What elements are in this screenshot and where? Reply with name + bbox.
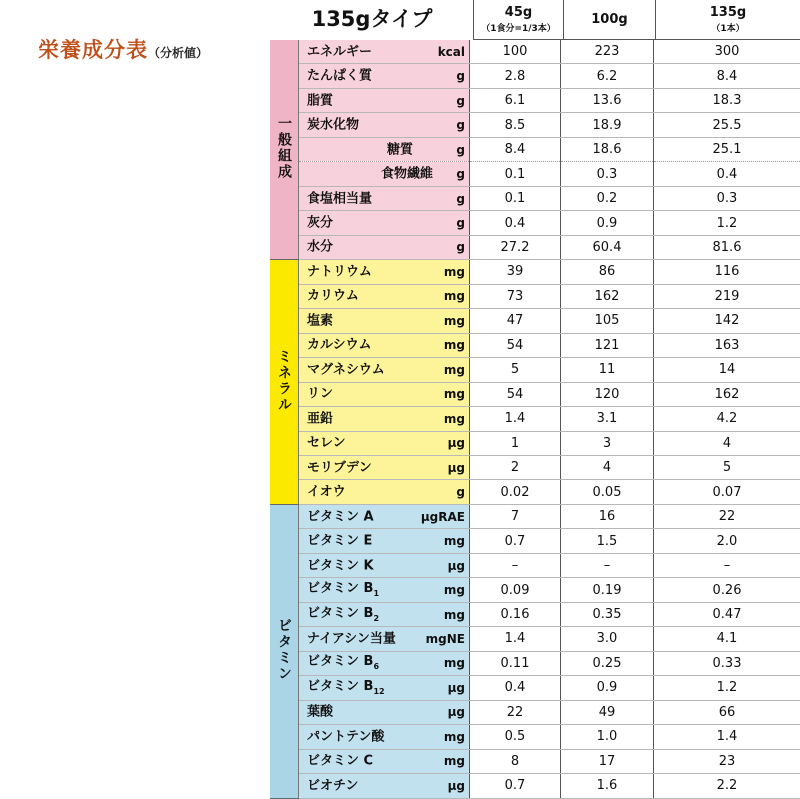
value-v135: 1.4 — [654, 725, 800, 749]
nutrient-name-text: 灰分 — [307, 216, 333, 231]
nutrient-subscript: 12 — [373, 687, 384, 696]
table-row — [270, 553, 800, 577]
value-v45: 0.7 — [470, 529, 561, 553]
value-v100: 3.0 — [561, 627, 654, 651]
value-v100: 1.5 — [561, 529, 654, 553]
nutrient-name — [307, 119, 359, 132]
nutrient-name — [381, 168, 433, 181]
nutrient-cell — [299, 578, 470, 602]
value-v100: 1.6 — [561, 774, 654, 798]
header-45g-line2: （1食分=1/3本） — [474, 21, 563, 34]
value-v135: 142 — [654, 309, 800, 333]
value-v100: 105 — [561, 309, 654, 333]
nutrient-name — [307, 388, 333, 401]
value-v100: – — [561, 553, 654, 577]
nutrient-name-text: ビタミン K — [307, 558, 374, 573]
nutrient-unit: mg — [444, 388, 465, 400]
value-v100: 0.2 — [561, 186, 654, 210]
value-v135: 4.1 — [654, 627, 800, 651]
value-v45: 1.4 — [470, 407, 561, 431]
nutrient-subscript: 6 — [373, 662, 379, 671]
value-v100: 4 — [561, 455, 654, 479]
value-v100: 0.19 — [561, 578, 654, 602]
nutrient-cell — [299, 162, 470, 186]
nutrient-name — [307, 535, 372, 548]
nutrient-cell — [299, 480, 470, 504]
value-v135: 14 — [654, 358, 800, 382]
value-v45: – — [470, 553, 561, 577]
nutrient-name — [307, 755, 373, 768]
nutrient-unit: g — [456, 486, 465, 498]
nutrient-name-text: ビオチン — [307, 778, 358, 793]
nutrient-unit: g — [456, 168, 465, 180]
value-v135: 2.2 — [654, 774, 800, 798]
table-row — [270, 137, 800, 161]
table-row — [270, 774, 800, 798]
nutrient-unit: mg — [444, 266, 465, 278]
value-v135: 0.3 — [654, 186, 800, 210]
value-v100: 86 — [561, 260, 654, 284]
nutrient-name — [307, 45, 372, 58]
value-v135: – — [654, 553, 800, 577]
table-row — [270, 235, 800, 259]
value-v135: 18.3 — [654, 88, 800, 112]
nutrient-name-text: リン — [307, 387, 333, 402]
nutrient-name — [307, 412, 333, 425]
value-v100: 13.6 — [561, 88, 654, 112]
category-mineral — [270, 260, 299, 505]
table-row — [270, 455, 800, 479]
value-v45: 73 — [470, 284, 561, 308]
value-v45: 54 — [470, 382, 561, 406]
value-v135: 8.4 — [654, 64, 800, 88]
nutrient-cell — [299, 88, 470, 112]
nutrient-name-text: 葉酸 — [307, 705, 333, 720]
value-v135: 23 — [654, 749, 800, 773]
nutrition-title — [38, 34, 208, 64]
category-vitamin — [270, 504, 299, 798]
nutrient-name — [307, 265, 372, 278]
table-row — [270, 676, 800, 700]
category-label: ビタミン — [277, 618, 291, 682]
value-v100: 6.2 — [561, 64, 654, 88]
nutrient-name-text: ビタミン B — [307, 581, 373, 596]
value-v100: 3 — [561, 431, 654, 455]
header-100g-line1: 100g — [564, 12, 655, 27]
value-v45: 27.2 — [470, 235, 561, 259]
nutrient-cell — [299, 749, 470, 773]
nutrient-name — [307, 290, 359, 303]
value-v45: 2 — [470, 455, 561, 479]
nutrient-cell — [299, 725, 470, 749]
nutrient-name-text: ナトリウム — [307, 264, 372, 279]
nutrient-name-text: イオウ — [307, 485, 346, 500]
nutrient-name — [307, 94, 333, 107]
nutrient-name — [307, 582, 379, 598]
value-v135: 1.2 — [654, 676, 800, 700]
nutrient-name — [307, 632, 396, 645]
nutrient-name-text: たんぱく質 — [307, 69, 372, 84]
nutrient-name-text: カルシウム — [307, 338, 372, 353]
value-v135: 81.6 — [654, 235, 800, 259]
value-v100: 223 — [561, 40, 654, 64]
nutrient-subscript: 1 — [373, 589, 379, 598]
nutrient-name — [307, 607, 379, 623]
header-135g-line2: （1本） — [656, 21, 800, 34]
table-row — [270, 260, 800, 284]
value-v100: 0.25 — [561, 651, 654, 675]
table-row — [270, 186, 800, 210]
value-v100: 17 — [561, 749, 654, 773]
nutrient-cell — [299, 382, 470, 406]
nutrient-unit: mg — [444, 584, 465, 596]
nutrient-unit: g — [456, 70, 465, 82]
value-v135: 4.2 — [654, 407, 800, 431]
nutrient-cell — [299, 333, 470, 357]
nutrient-cell — [299, 358, 470, 382]
nutrient-cell — [299, 529, 470, 553]
value-v135: 25.5 — [654, 113, 800, 137]
nutrient-unit: mg — [444, 364, 465, 376]
nutrient-name-text: エネルギー — [307, 44, 372, 59]
category-general — [270, 40, 299, 260]
value-v100: 16 — [561, 504, 654, 528]
nutrient-name-text: 食物繊維 — [381, 167, 433, 182]
nutrient-cell — [299, 40, 470, 64]
nutrient-name — [307, 706, 333, 719]
nutrient-unit: mg — [444, 657, 465, 669]
value-v45: 54 — [470, 333, 561, 357]
nutrient-cell — [299, 309, 470, 333]
value-v100: 0.3 — [561, 162, 654, 186]
table-row — [270, 309, 800, 333]
nutrient-name-text: ビタミン E — [307, 534, 372, 549]
value-v45: 39 — [470, 260, 561, 284]
value-v45: 1.4 — [470, 627, 561, 651]
value-v100: 1.0 — [561, 725, 654, 749]
nutrient-unit: g — [456, 119, 465, 131]
nutrient-unit: g — [456, 144, 465, 156]
nutrient-name — [307, 559, 374, 572]
category-label: 一般組成 — [277, 116, 291, 180]
nutrient-name-text: ビタミン B — [307, 679, 373, 694]
value-v45: 22 — [470, 700, 561, 724]
nutrient-name-text: 炭水化物 — [307, 118, 359, 133]
nutrient-cell — [299, 504, 470, 528]
nutrient-name — [307, 510, 374, 523]
nutrient-unit: μg — [448, 560, 465, 572]
nutrient-name-text: セレン — [307, 436, 346, 451]
nutrient-unit: μg — [448, 437, 465, 449]
nutrient-unit: g — [456, 95, 465, 107]
value-v45: 0.1 — [470, 162, 561, 186]
nutrient-name — [307, 241, 333, 254]
value-v45: 0.4 — [470, 676, 561, 700]
value-v135: 219 — [654, 284, 800, 308]
nutrient-cell — [299, 284, 470, 308]
nutrient-name — [307, 339, 372, 352]
nutrient-unit: mg — [444, 731, 465, 743]
value-v45: 0.4 — [470, 211, 561, 235]
table-row — [270, 382, 800, 406]
value-v100: 11 — [561, 358, 654, 382]
nutrient-unit: mg — [444, 290, 465, 302]
nutrient-unit: mg — [444, 315, 465, 327]
nutrient-cell — [299, 235, 470, 259]
nutrient-name-text: ビタミン B — [307, 606, 373, 621]
header-100g — [564, 0, 656, 40]
type-title: 135gタイプ — [270, 2, 474, 40]
value-v100: 0.9 — [561, 211, 654, 235]
nutrient-cell — [299, 774, 470, 798]
value-v45: 47 — [470, 309, 561, 333]
table-row — [270, 602, 800, 626]
category-label: ミネラル — [277, 349, 291, 413]
table-row — [270, 40, 800, 64]
nutrient-name — [307, 461, 372, 474]
value-v45: 8 — [470, 749, 561, 773]
nutrient-name — [307, 680, 385, 696]
value-v135: 300 — [654, 40, 800, 64]
nutrient-cell — [299, 700, 470, 724]
value-v45: 6.1 — [470, 88, 561, 112]
header-divider — [473, 0, 474, 40]
nutrient-unit: μgRAE — [421, 511, 465, 523]
nutrient-unit: g — [456, 193, 465, 205]
nutrient-name-text: モリブデン — [307, 460, 372, 475]
nutrient-cell — [299, 407, 470, 431]
header-45g — [474, 0, 564, 40]
nutrient-cell — [299, 113, 470, 137]
value-v45: 100 — [470, 40, 561, 64]
nutrition-table — [270, 40, 800, 799]
nutrient-unit: mg — [444, 339, 465, 351]
nutrient-unit: g — [456, 217, 465, 229]
value-v45: 0.09 — [470, 578, 561, 602]
table-row — [270, 578, 800, 602]
nutrient-name-text: カリウム — [307, 289, 359, 304]
nutrient-name — [307, 192, 372, 205]
value-v135: 0.4 — [654, 162, 800, 186]
value-v100: 18.9 — [561, 113, 654, 137]
nutrient-cell — [299, 627, 470, 651]
nutrient-unit: mg — [444, 413, 465, 425]
value-v135: 162 — [654, 382, 800, 406]
value-v135: 2.0 — [654, 529, 800, 553]
nutrient-name-text: 水分 — [307, 240, 333, 255]
nutrient-name — [307, 217, 333, 230]
table-row — [270, 358, 800, 382]
value-v135: 1.2 — [654, 211, 800, 235]
nutrient-name — [307, 730, 384, 743]
nutrient-name-text: 糖質 — [387, 142, 413, 157]
nutrient-cell — [299, 602, 470, 626]
value-v45: 0.11 — [470, 651, 561, 675]
title-sub: （分析値） — [148, 46, 208, 60]
value-v100: 60.4 — [561, 235, 654, 259]
value-v45: 1 — [470, 431, 561, 455]
value-v135: 0.07 — [654, 480, 800, 504]
table-row — [270, 700, 800, 724]
nutrient-cell — [299, 137, 470, 161]
nutrient-name — [307, 363, 385, 376]
value-v45: 0.16 — [470, 602, 561, 626]
nutrient-subscript: 2 — [373, 613, 379, 622]
table-row — [270, 211, 800, 235]
value-v100: 49 — [561, 700, 654, 724]
table-row — [270, 333, 800, 357]
nutrient-name-text: 亜鉛 — [307, 411, 333, 426]
value-v45: 0.5 — [470, 725, 561, 749]
table-row — [270, 749, 800, 773]
nutrient-name-text: 脂質 — [307, 93, 333, 108]
nutrient-cell — [299, 676, 470, 700]
title-main: 栄養成分表 — [38, 38, 148, 62]
nutrient-cell — [299, 211, 470, 235]
value-v135: 22 — [654, 504, 800, 528]
value-v135: 163 — [654, 333, 800, 357]
value-v45: 2.8 — [470, 64, 561, 88]
nutrient-cell — [299, 64, 470, 88]
nutrient-cell — [299, 186, 470, 210]
nutrient-unit: mg — [444, 755, 465, 767]
value-v45: 5 — [470, 358, 561, 382]
table-row — [270, 407, 800, 431]
value-v100: 162 — [561, 284, 654, 308]
table-row — [270, 431, 800, 455]
header-135g — [656, 0, 800, 40]
nutrient-unit: kcal — [438, 46, 465, 58]
value-v135: 0.47 — [654, 602, 800, 626]
nutrient-name — [307, 70, 372, 83]
nutrient-name-text: ビタミン C — [307, 754, 373, 769]
nutrient-name-text: ビタミン B — [307, 655, 373, 670]
nutrient-unit: μg — [448, 706, 465, 718]
nutrient-unit: mg — [444, 609, 465, 621]
nutrient-unit: g — [456, 241, 465, 253]
table-row — [270, 529, 800, 553]
value-v45: 7 — [470, 504, 561, 528]
value-v45: 8.5 — [470, 113, 561, 137]
nutrient-name — [307, 314, 333, 327]
value-v100: 121 — [561, 333, 654, 357]
value-v135: 4 — [654, 431, 800, 455]
nutrient-name-text: マグネシウム — [307, 362, 385, 377]
nutrient-unit: μg — [448, 780, 465, 792]
table-row — [270, 113, 800, 137]
nutrient-name — [307, 437, 346, 450]
nutrient-unit: mgNE — [426, 633, 465, 645]
table-row — [270, 651, 800, 675]
nutrient-name-text: ビタミン A — [307, 509, 374, 524]
nutrient-cell — [299, 553, 470, 577]
value-v135: 25.1 — [654, 137, 800, 161]
nutrient-cell — [299, 431, 470, 455]
value-v135: 0.33 — [654, 651, 800, 675]
nutrient-name — [307, 486, 346, 499]
value-v100: 0.05 — [561, 480, 654, 504]
nutrient-name — [387, 143, 413, 156]
value-v45: 8.4 — [470, 137, 561, 161]
table-row — [270, 88, 800, 112]
nutrient-unit: μg — [448, 462, 465, 474]
nutrient-name — [307, 656, 379, 672]
value-v100: 3.1 — [561, 407, 654, 431]
nutrient-cell — [299, 260, 470, 284]
value-v135: 66 — [654, 700, 800, 724]
nutrient-name-text: 塩素 — [307, 313, 333, 328]
table-row — [270, 284, 800, 308]
value-v100: 18.6 — [561, 137, 654, 161]
table-row — [270, 162, 800, 186]
value-v135: 0.26 — [654, 578, 800, 602]
nutrient-cell — [299, 651, 470, 675]
header-45g-line1: 45g — [474, 5, 563, 20]
value-v45: 0.7 — [470, 774, 561, 798]
nutrient-unit: μg — [448, 682, 465, 694]
value-v135: 5 — [654, 455, 800, 479]
nutrient-cell — [299, 455, 470, 479]
table-row — [270, 504, 800, 528]
value-v100: 0.9 — [561, 676, 654, 700]
header-135g-line1: 135g — [656, 5, 800, 20]
value-v135: 116 — [654, 260, 800, 284]
value-v100: 0.35 — [561, 602, 654, 626]
table-row — [270, 725, 800, 749]
nutrient-unit: mg — [444, 535, 465, 547]
nutrient-name-text: ナイアシン当量 — [307, 631, 396, 646]
table-row — [270, 64, 800, 88]
nutrient-name-text: パントテン酸 — [307, 729, 384, 744]
table-row — [270, 480, 800, 504]
nutrient-name-text: 食塩相当量 — [307, 191, 372, 206]
value-v45: 0.1 — [470, 186, 561, 210]
value-v45: 0.02 — [470, 480, 561, 504]
nutrient-name — [307, 779, 358, 792]
value-v100: 120 — [561, 382, 654, 406]
table-row — [270, 627, 800, 651]
